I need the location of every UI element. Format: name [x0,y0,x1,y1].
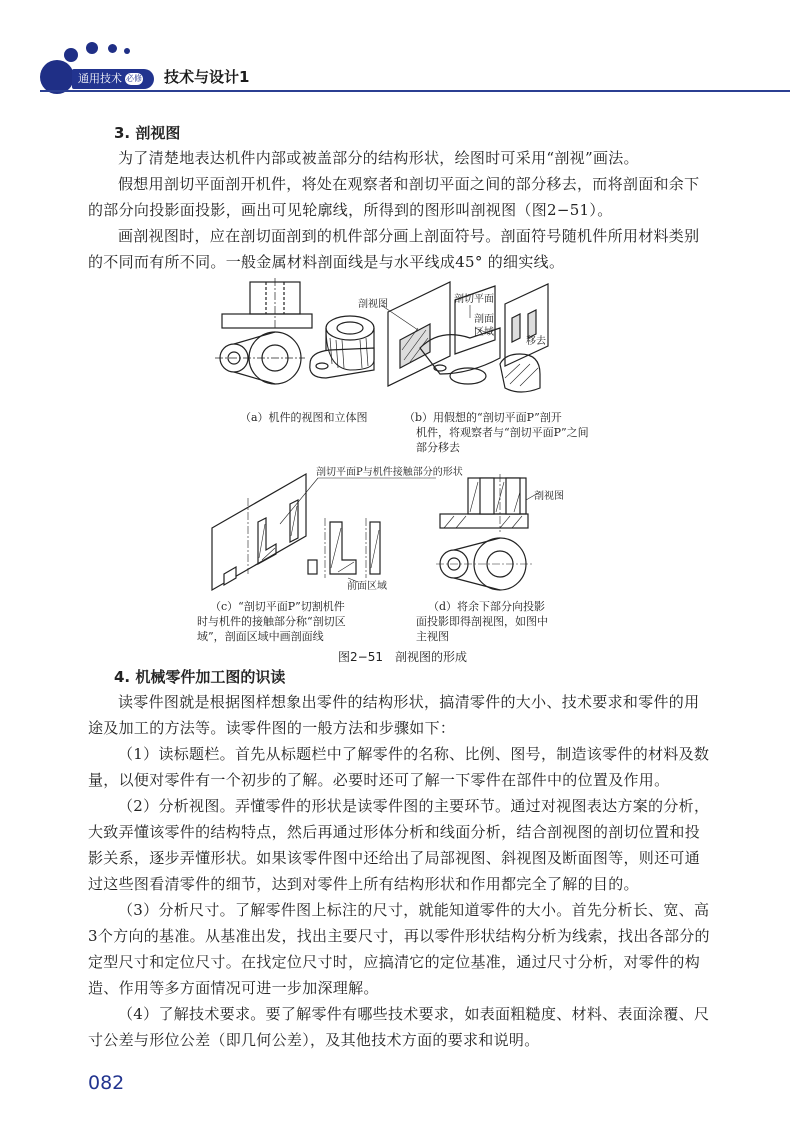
caption-c-1: （c）“剖切平面P”切割机件 [210,600,345,613]
paragraph: 画剖视图时，应在剖切面剖到的机件部分画上剖面符号。剖面符号随机件所用材料类别的不同而有所不同。一般金属材料剖面线是与水平线成45° 的细实线。 [88,227,700,271]
paragraph: 为了清楚地表达机件内部或被盖部分的结构形状，绘图时可采用“剖视”画法。 [118,149,639,167]
decor-dot [124,48,130,54]
paragraph: （2）分析视图。弄懂零件的形状是读零件图的主要环节。通过对视图表达方案的分析，大致弄懂该零件的结构特点，然后再通过形体分析和线面分析，结合剖视图的剖切位置和投影关系，逐步弄懂形状。如果该零件图中还给出了局部视图、斜视图及断面图等，则还可通过这些图看清零件的细节，达到对零件上所有结构形状和作用都完全了解的目的。 [88,797,710,893]
paragraph: （4）了解技术要求。要了解零件有哪些技术要求，如表面粗糙度、材料、表面涂覆、尺寸公差与形位公差（即几何公差），及其他技术方面的要求和说明。 [88,1005,710,1049]
caption-d-1: （d）将余下部分向投影 [428,600,546,613]
book-title: 技术与设计1 [164,68,250,86]
caption-d-3: 主视图 [416,630,449,643]
paragraph: 假想用剖切平面剖开机件，将处在观察者和剖切平面之间的部分移去，而将剖面和余下的部分向投影面投影，画出可见轮廓线，所得到的图形叫剖视图（图2−51）。 [88,175,700,219]
caption-d-2: 面投影即得剖视图，如图中 [416,615,548,628]
caption-b-2: 机件，将观察者与“剖切平面P”之间 [416,426,589,439]
figure-title: 图2−51 剖视图的形成 [338,650,467,664]
section-3-heading: 3. 剖视图 [114,124,181,142]
header-rule [40,90,790,92]
label-section-area-1: 剖面 [474,314,494,325]
label-section-area-c: 前面区域 [347,581,387,592]
series-tag [72,69,154,89]
decor-dot [64,48,78,62]
label-contact-shape: 剖切平面P与机件接触部分的形状 [316,467,463,478]
label-section-view-d: 剖视图 [534,491,564,502]
caption-b-3: 部分移去 [416,441,460,454]
caption-a: （a）机件的视图和立体图 [240,411,368,424]
figure-d-section-view [436,474,540,590]
paragraph: （3）分析尺寸。了解零件图上标注的尺寸，就能知道零件的大小。首先分析长、宽、高3个方向的基准。从基准出发，找出主要尺寸，再以零件形状结构分析为线索，找出各部分的定型尺寸和定位尺寸。在找定位尺寸时，应搞清它的定位基准，通过尺寸分析，对零件的构造、作用等多方面情况可进一步加深理解。 [88,901,710,997]
paragraph: 读零件图就是根据图样想象出零件的结构形状，搞清零件的大小、技术要求和零件的用途及加工的方法等。读零件图的一般方法和步骤如下： [88,693,700,737]
caption-b-1: （b）用假想的“剖切平面P”剖开 [404,411,562,424]
figure-c-cutting-plane [212,474,436,590]
caption-c-2: 时与机件的接触部分称“剖切区 [197,615,346,628]
page-number: 082 [88,1072,125,1094]
paragraph: （1）读标题栏。首先从标题栏中了解零件的名称、比例、图号，制造该零件的材料及数量，以便对零件有一个初步的了解。必要时还可了解一下零件在部件中的位置及作用。 [88,745,710,789]
decor-dot [108,44,117,53]
label-section-view: 剖视图 [358,299,388,310]
label-cutting-plane: 剖切平面 [454,294,494,305]
figure-a-isometric [310,316,374,378]
required-badge: 必修 [126,74,142,83]
page-header [0,0,808,100]
figure-a-orthographic [215,278,312,384]
label-section-area-2: 区域 [474,327,494,338]
label-removed: 移去 [526,336,546,347]
figure-2-51 [0,278,808,668]
series-label: 通用技术 [78,72,122,85]
section-4-heading: 4. 机械零件加工图的识读 [114,668,286,686]
caption-c-3: 域”，剖面区域中画剖面线 [197,630,324,643]
decor-dot [86,42,98,54]
decor-dot [40,60,74,94]
